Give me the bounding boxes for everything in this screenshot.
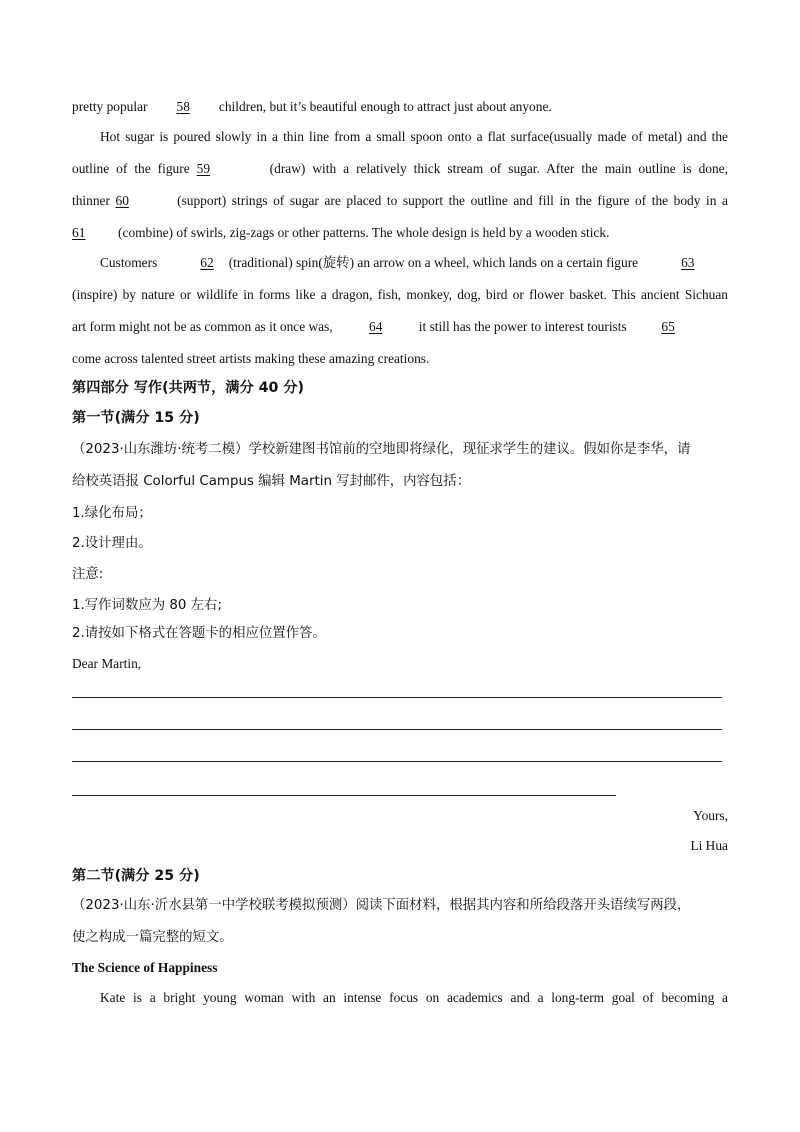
text: (combine) of swirls, zig-zags or other patterns. The whole design is held by a wooden stick. [118, 225, 610, 240]
blank-64: 64 [369, 319, 383, 334]
closing: Yours, [693, 808, 728, 823]
signature: Li Hua [690, 838, 728, 853]
part4-title: 第四部分 写作(共两节，满分 40 分) [72, 380, 304, 396]
section1-title: 第一节(满分 15 分) [72, 410, 200, 426]
passage-line-4 [72, 191, 728, 211]
passage-line-3 [72, 159, 728, 179]
blank-58: 58 [176, 99, 190, 114]
answer-line-3[interactable] [72, 761, 722, 762]
passage-line-5 [72, 223, 728, 243]
task1-point-2: 2.设计理由。 [72, 536, 152, 551]
blank-60: 60 [115, 193, 129, 208]
text: Customers [100, 255, 158, 270]
text: art form might not be as common as it once was, [72, 319, 333, 334]
passage-line-6 [72, 253, 728, 273]
passage-line-2: Hot sugar is poured slowly in a thin line from a small spoon onto a flat surface(usually made of metal) and the [100, 129, 728, 144]
salutation: Dear Martin, [72, 656, 142, 671]
task1-line-2: 给校英语报 Colorful Campus 编辑 Martin 写封邮件，内容包括： [72, 474, 471, 489]
blank-62: 62 [200, 255, 214, 270]
note-1: 1.写作词数应为 80 左右; [72, 598, 222, 613]
passage-line-9: come across talented street artists making these amazing creations. [72, 351, 430, 366]
section2-title: 第二节(满分 25 分) [72, 868, 200, 884]
task1-point-1: 1.绿化布局； [72, 506, 152, 521]
note-label: 注意: [72, 567, 104, 582]
blank-65: 65 [661, 319, 675, 334]
text: thinner [72, 193, 110, 208]
text: children, but it’s beautiful enough to attract just about anyone. [218, 99, 552, 114]
blank-61: 61 [72, 225, 86, 240]
blank-59: 59 [196, 161, 211, 176]
passage-line-8 [72, 317, 728, 337]
answer-line-4[interactable] [72, 795, 616, 796]
story-title: The Science of Happiness [72, 960, 218, 975]
task2-line-1: （2023·山东·沂水县第一中学校联考模拟预测）阅读下面材料，根据其内容和所给段落开头语续写两段， [72, 898, 691, 913]
text: it still has the power to interest tourists [418, 319, 627, 334]
text: (draw) with a relatively thick stream of sugar. After the main outline is done, [269, 161, 728, 176]
passage-line-1 [72, 97, 728, 117]
note-2: 2.请按如下格式在答题卡的相应位置作答。 [72, 626, 326, 641]
task2-line-2: 使之构成一篇完整的短文。 [72, 930, 233, 945]
passage-line-7: (inspire) by nature or wildlife in forms like a dragon, fish, monkey, dog, bird or flower basket. This ancient Sichuan [72, 287, 728, 302]
text: outline of the figure [72, 161, 190, 176]
blank-63: 63 [681, 255, 695, 270]
text: pretty popular [72, 99, 148, 114]
task1-line-1: （2023·山东潍坊·统考二模）学校新建图书馆前的空地即将绿化，现征求学生的建议。假如你是李华，请 [72, 442, 691, 457]
answer-line-2[interactable] [72, 729, 722, 730]
answer-line-1[interactable] [72, 697, 722, 698]
text: (traditional) spin(旋转) an arrow on a wheel, which lands on a certain figure [228, 255, 639, 270]
text: (support) strings of sugar are placed to support the outline and fill in the figure of the body in a [177, 193, 728, 208]
story-line-1: Kate is a bright young woman with an intense focus on academics and a long-term goal of becoming a [100, 990, 728, 1005]
